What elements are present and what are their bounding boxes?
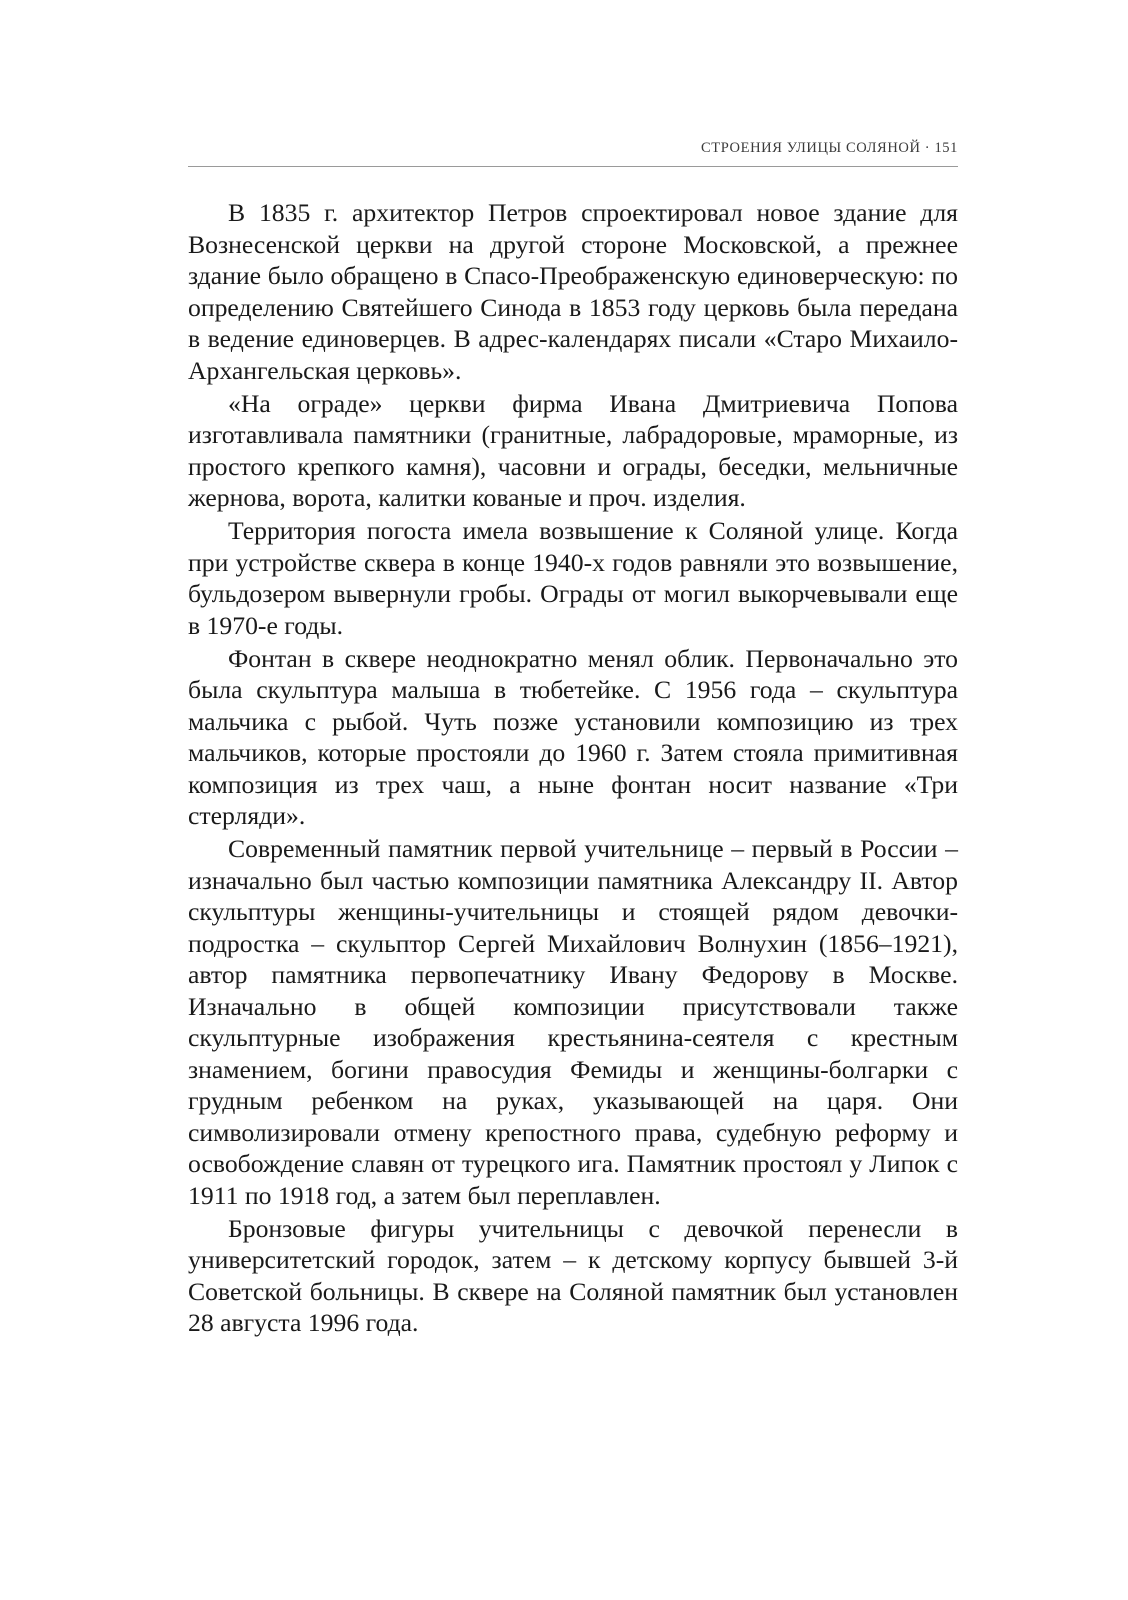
paragraph-4: Фонтан в сквере неоднократно менял облик. Первоначально это была скульптура малыша в тюбетейке. С 1956 года – скульптура мальчика с рыбой. Чуть позже установили композицию из трех мальчиков, которые простояли до 1960 г. Затем стояла примитивная композиция из трех чаш, а ныне фонтан носит название «Три стерляди». bbox=[188, 643, 958, 830]
body-text bbox=[188, 197, 958, 1339]
running-header bbox=[188, 140, 958, 167]
paragraph-3: Территория погоста имела возвышение к Соляной улице. Когда при устройстве сквера в конце 1940-х годов равняли это возвышение, бульдозером вывернули гробы. Ограды от могил выкорчевывали еще в 1970-е годы. bbox=[188, 516, 958, 640]
paragraph-1: В 1835 г. архитектор Петров спроектировал новое здание для Вознесенской церкви на другой стороне Московской, а прежнее здание было обращено в Спасо-Преображенскую единоверческую: по определению Святейшего Синода в 1853 году церковь была передана в ведение единоверцев. В адрес-календарях писали «Старо Михаило-Архангельская церковь». bbox=[188, 198, 958, 385]
header-separator: · bbox=[920, 140, 935, 156]
paragraph-2: «На ограде» церкви фирма Ивана Дмитриевича Попова изготавливала памятники (гранитные, лабрадоровые, мраморные, из простого крепкого камня), часовни и ограды, беседки, мельничные жернова, ворота, калитки кованые и проч. изделия. bbox=[188, 388, 958, 512]
paragraph-6: Бронзовые фигуры учительницы с девочкой перенесли в университетский городок, затем – к детскому корпусу бывшей 3-й Советской больницы. В сквере на Соляной памятник был установлен 28 августа 1996 года. bbox=[188, 1213, 958, 1337]
page-number: 151 bbox=[934, 140, 958, 156]
section-title: СТРОЕНИЯ УЛИЦЫ СОЛЯНОЙ bbox=[700, 140, 921, 156]
paragraph-5: Современный памятник первой учительнице – первый в России – изначально был частью композиции памятника Александру II. Автор скульптуры женщины-учительницы и стоящей рядом девочки-подростка – скульптор Сергей Михайлович Волнухин (1856–1921), автор памятника первопечатнику Ивану Федорову в Москве. Изначально в общей композиции присутствовали также скульптурные изображения крестьянина-сеятеля с крестным знамением, богини правосудия Фемиды и женщины-болгарки с грудным ребенком на руках, указывающей на царя. Они символизировали отмену крепостного права, судебную реформу и освобождение славян от турецкого ига. Памятник простоял у Липок с 1911 по 1918 год, а затем был переплавлен. bbox=[188, 834, 958, 1210]
